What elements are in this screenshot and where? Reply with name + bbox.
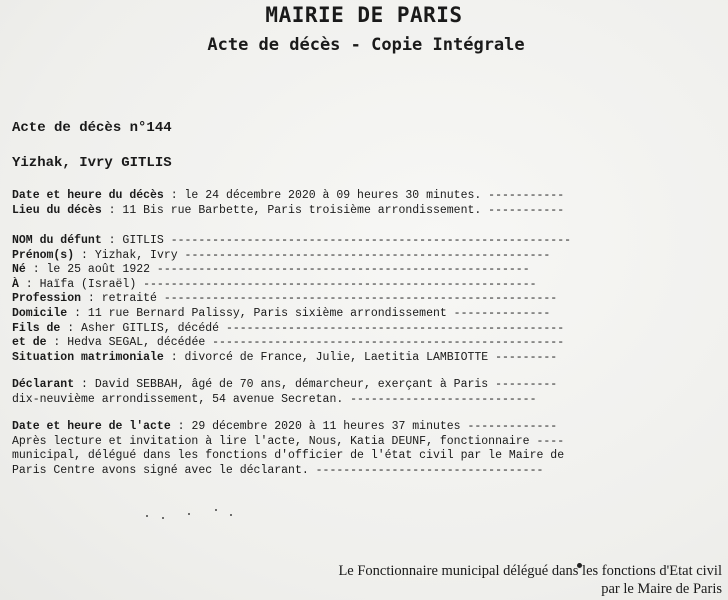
declarant-block-row: [12, 393, 557, 408]
field-value: : retraité ---------------------------------------------------------: [81, 292, 558, 306]
field-value: : Hedva SEGAL, décédée ---------------------------------------------------: [46, 336, 565, 350]
field-value: : divorcé de France, Julie, Laetitia LAMBIOTTE ---------: [163, 350, 558, 364]
acte-block-row: [12, 435, 564, 450]
identity-block: [12, 234, 571, 365]
field-label: Né: [12, 263, 26, 277]
signature-footer: [338, 562, 722, 598]
field-value: : 29 décembre 2020 à 11 heures 37 minutes -------------: [170, 420, 558, 433]
field-label: Déclarant: [12, 378, 75, 391]
field-label: Profession: [12, 292, 82, 306]
field-value: Après lecture et invitation à lire l'acte, Nous, Katia DEUNF, fonctionnaire ----: [12, 434, 565, 448]
field-value: : le 24 décembre 2020 à 09 heures 30 minutes. -----------: [163, 189, 565, 202]
declarant-block-row: [12, 378, 557, 393]
identity-block-row: [12, 351, 571, 366]
field-label: Domicile: [12, 306, 68, 320]
document-subtitle: Acte de décès - Copie Intégrale: [207, 35, 525, 55]
field-label: Fils de: [12, 321, 61, 335]
footer-line-1: Le Fonctionnaire municipal délégué dans les fonctions d'Etat civil: [338, 563, 722, 579]
field-value: : David SEBBAH, âgé de 70 ans, démarcheur, exerçant à Paris ---------: [74, 378, 558, 391]
acte-block-row: [12, 420, 564, 435]
death-block-row: [12, 204, 564, 219]
death-block: [12, 189, 564, 218]
field-value: : 11 Bis rue Barbette, Paris troisième arrondissement. -----------: [101, 203, 565, 217]
acte-number: Acte de décès n°144: [12, 120, 172, 136]
identity-block-row: [12, 322, 571, 337]
field-label: Situation matrimoniale: [12, 350, 164, 364]
field-value: : Asher GITLIS, décédé -------------------------------------------------: [60, 321, 565, 335]
declarant-block: [12, 378, 557, 407]
scan-specks: [140, 505, 240, 525]
identity-block-row: [12, 336, 571, 351]
field-label: À: [12, 277, 19, 291]
acte-block-row: [12, 449, 564, 464]
acte-block-row: [12, 464, 564, 479]
field-label: NOM du défunt: [12, 234, 102, 247]
person-name: Yizhak, Ivry GITLIS: [12, 155, 172, 171]
identity-block-row: [12, 263, 571, 278]
footer-line-2: par le Maire de Paris: [601, 581, 722, 597]
field-label: Prénom(s): [12, 248, 75, 262]
identity-block-row: [12, 234, 571, 249]
identity-block-row: [12, 278, 571, 293]
identity-block-row: [12, 249, 571, 264]
field-label: Date et heure du décès: [12, 189, 164, 202]
identity-block-row: [12, 307, 571, 322]
field-value: : GITLIS ----------------------------------------------------------: [101, 234, 571, 247]
document-title: MAIRIE DE PARIS: [265, 3, 463, 27]
document-header: [0, 2, 728, 58]
death-block-row: [12, 189, 564, 204]
field-label: Date et heure de l'acte: [12, 420, 171, 433]
field-label: et de: [12, 336, 47, 350]
field-value: : Haïfa (Israël) ---------------------------------------------------------: [18, 277, 537, 291]
field-value: Paris Centre avons signé avec le déclarant. ---------------------------------: [12, 463, 544, 477]
field-value: : 11 rue Bernard Palissy, Paris sixième arrondissement --------------: [67, 306, 551, 320]
field-value: : Yizhak, Ivry -----------------------------------------------------: [74, 248, 551, 262]
identity-block-row: [12, 292, 571, 307]
field-value: dix-neuvième arrondissement, 54 avenue Secretan. ---------------------------: [12, 392, 537, 406]
field-value: : le 25 août 1922 ------------------------------------------------------: [25, 263, 530, 277]
field-label: Lieu du décès: [12, 203, 102, 217]
acte-block: [12, 420, 564, 478]
field-value: municipal, délégué dans les fonctions d'officier de l'état civil par le Maire de: [12, 449, 565, 463]
